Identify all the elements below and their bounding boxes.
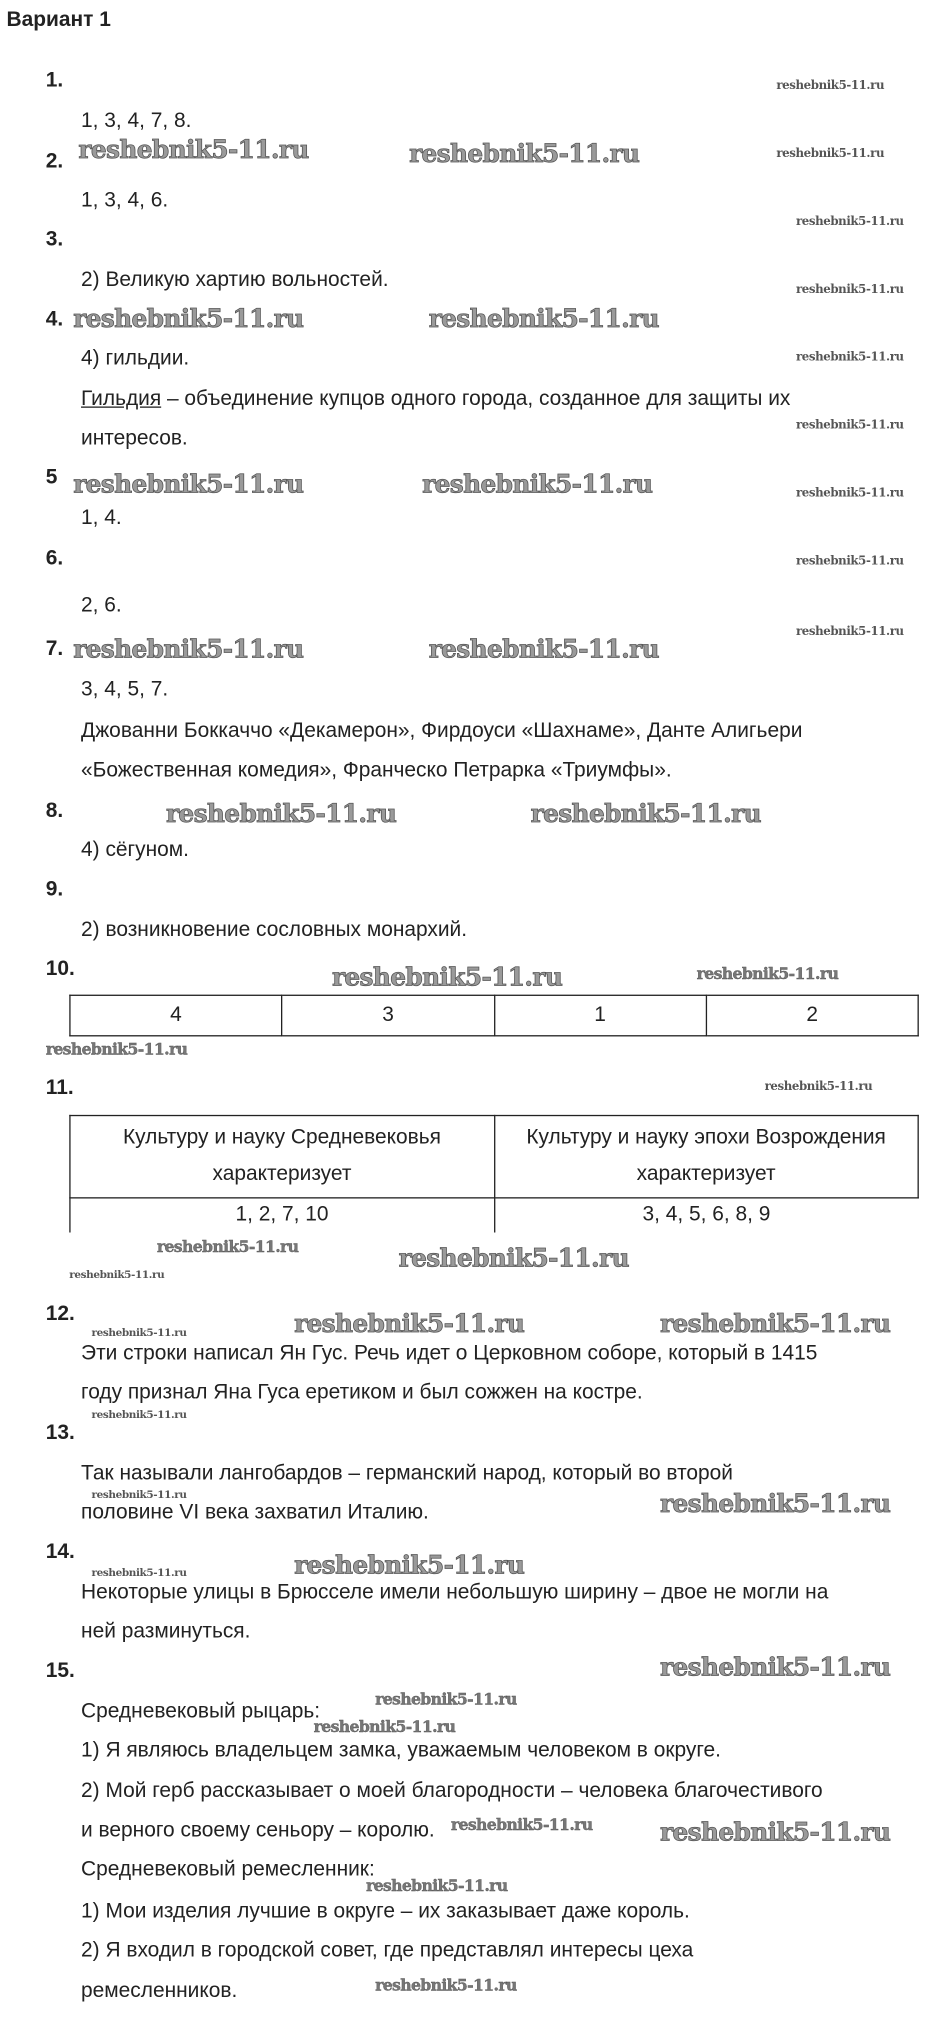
answer-text: Некоторые улицы в Брюсселе имели небольшую ширину – двое не могли на	[81, 1581, 829, 1604]
answer-text: году признал Яна Гуса еретиком и был сожжен на костре.	[81, 1381, 643, 1404]
answer-text: 1, 4.	[81, 507, 122, 530]
question-number: 9.	[45, 878, 64, 901]
page-title: Вариант 1	[6, 9, 111, 32]
table-cell: 3, 4, 5, 6, 8, 9	[494, 1198, 918, 1232]
table-cell: 1	[494, 995, 706, 1036]
watermark: reshebnik5-11.ru	[795, 283, 904, 297]
question-number: 7.	[45, 637, 64, 661]
answer-text: 4) сёгуном.	[81, 839, 189, 862]
watermark: reshebnik5-11.ru	[69, 1267, 165, 1281]
watermark: reshebnik5-11.ru	[313, 1717, 456, 1736]
watermark: reshebnik5-11.ru	[450, 1815, 593, 1834]
answer-text: Эти строки написал Ян Гус. Речь идет о Церковном соборе, который в 1415	[81, 1342, 818, 1365]
answer-text: ней разминуться.	[81, 1620, 251, 1643]
watermark: reshebnik5-11.ru	[375, 1689, 517, 1709]
answer-text: половине VI века захватил Италию.	[81, 1501, 429, 1524]
answer-text: 1, 3, 4, 6.	[81, 189, 169, 212]
watermark: reshebnik5-11.ru	[530, 799, 761, 829]
watermark: reshebnik5-11.ru	[795, 215, 904, 229]
question-number: 3.	[45, 228, 64, 251]
header-subtext: характеризует	[212, 1163, 352, 1186]
question-number: 12.	[45, 1303, 75, 1326]
question-number: 6.	[45, 547, 64, 570]
answer-text: 3, 4, 5, 7.	[81, 678, 169, 701]
watermark: reshebnik5-11.ru	[73, 635, 304, 664]
watermark: reshebnik5-11.ru	[73, 470, 304, 500]
definition-line	[81, 387, 790, 413]
watermark: reshebnik5-11.ru	[422, 470, 653, 500]
answer-text: Джованни Боккаччо «Декамерон», Фирдоуси «Шахнаме», Данте Алигьери	[81, 720, 803, 743]
watermark: reshebnik5-11.ru	[660, 1309, 891, 1339]
watermark: reshebnik5-11.ru	[696, 964, 839, 983]
watermark: reshebnik5-11.ru	[795, 487, 904, 501]
watermark: reshebnik5-11.ru	[776, 147, 885, 161]
question-number: 11.	[45, 1076, 74, 1100]
watermark: reshebnik5-11.ru	[165, 799, 397, 829]
watermark: reshebnik5-11.ru	[776, 79, 885, 93]
question-number: 10.	[45, 958, 75, 981]
question-number: 13.	[45, 1422, 75, 1445]
definition-text: – объединение купцов одного города, созданное для защиты их	[161, 388, 791, 411]
watermark: reshebnik5-11.ru	[428, 304, 659, 334]
watermark: reshebnik5-11.ru	[331, 963, 563, 993]
watermark: reshebnik5-11.ru	[409, 139, 640, 169]
watermark: reshebnik5-11.ru	[91, 1325, 187, 1339]
question-number: 5	[45, 466, 58, 489]
watermark: reshebnik5-11.ru	[45, 1040, 188, 1059]
answer-text: 2) возникновение сословных монархий.	[81, 918, 468, 942]
watermark: reshebnik5-11.ru	[91, 1565, 187, 1579]
answer-table-11	[69, 1115, 919, 1232]
watermark: reshebnik5-11.ru	[398, 1244, 629, 1274]
table-cell: 4	[70, 995, 282, 1036]
table-cell: 2	[706, 995, 918, 1036]
answer-text: 1, 3, 4, 7, 8.	[81, 109, 192, 133]
answer-text: 4) гильдии.	[81, 347, 190, 370]
question-number: 2.	[45, 150, 64, 173]
watermark: reshebnik5-11.ru	[294, 1309, 525, 1339]
watermark: reshebnik5-11.ru	[78, 135, 309, 165]
answer-table-10	[69, 995, 919, 1037]
answer-text: 2) Я входил в городской совет, где представлял интересы цеха	[81, 1939, 694, 1962]
watermark: reshebnik5-11.ru	[91, 1487, 187, 1501]
answer-text: Так называли лангобардов – германский народ, который во второй	[81, 1462, 734, 1485]
answer-text: 2) Великую хартию вольностей.	[81, 269, 389, 292]
watermark: reshebnik5-11.ru	[795, 351, 904, 365]
answer-text: 1) Я являюсь владельцем замка, уважаемым человеком в округе.	[81, 1739, 721, 1762]
question-number: 8.	[45, 799, 64, 823]
answer-text: 1) Мои изделия лучшие в округе – их заказывает даже король.	[81, 1900, 690, 1923]
table-cell: 3	[282, 995, 494, 1036]
table-cell: 1, 2, 7, 10	[70, 1198, 494, 1232]
header-subtext: характеризует	[636, 1163, 776, 1186]
answer-text: и верного своему сеньору – королю.	[81, 1819, 435, 1842]
watermark: reshebnik5-11.ru	[91, 1407, 187, 1421]
watermark: reshebnik5-11.ru	[795, 626, 904, 640]
watermark: reshebnik5-11.ru	[795, 419, 904, 433]
watermark: reshebnik5-11.ru	[73, 304, 304, 334]
watermark: reshebnik5-11.ru	[660, 1489, 891, 1519]
watermark: reshebnik5-11.ru	[764, 1080, 873, 1094]
watermark: reshebnik5-11.ru	[375, 1976, 517, 1995]
answer-text: 2, 6.	[81, 594, 122, 617]
answer-text: Средневековый ремесленник:	[81, 1858, 375, 1881]
watermark: reshebnik5-11.ru	[660, 1818, 891, 1847]
watermark: reshebnik5-11.ru	[294, 1551, 525, 1581]
definition-text: интересов.	[81, 427, 188, 450]
watermark: reshebnik5-11.ru	[660, 1653, 891, 1683]
answer-text: ремесленников.	[81, 1980, 238, 2003]
watermark: reshebnik5-11.ru	[156, 1237, 299, 1257]
question-number: 4.	[45, 308, 64, 331]
question-number: 15.	[45, 1659, 75, 1683]
table-header	[70, 1116, 494, 1198]
watermark: reshebnik5-11.ru	[365, 1876, 508, 1896]
answer-text: Средневековый рыцарь:	[81, 1700, 321, 1723]
answer-text: «Божественная комедия», Франческо Петрарка «Триумфы».	[81, 759, 672, 782]
answer-text: 2) Мой герб рассказывает о моей благородности – человека благочестивого	[81, 1780, 823, 1803]
term-link: Гильдия	[81, 388, 162, 411]
header-text: Культуру и науку Средневековья	[122, 1126, 441, 1149]
question-number: 14.	[45, 1540, 75, 1564]
watermark: reshebnik5-11.ru	[428, 635, 659, 664]
header-text: Культуру и науку эпохи Возрождения	[526, 1126, 886, 1149]
question-number: 1.	[45, 69, 64, 92]
table-header	[494, 1116, 918, 1198]
watermark: reshebnik5-11.ru	[795, 555, 904, 569]
